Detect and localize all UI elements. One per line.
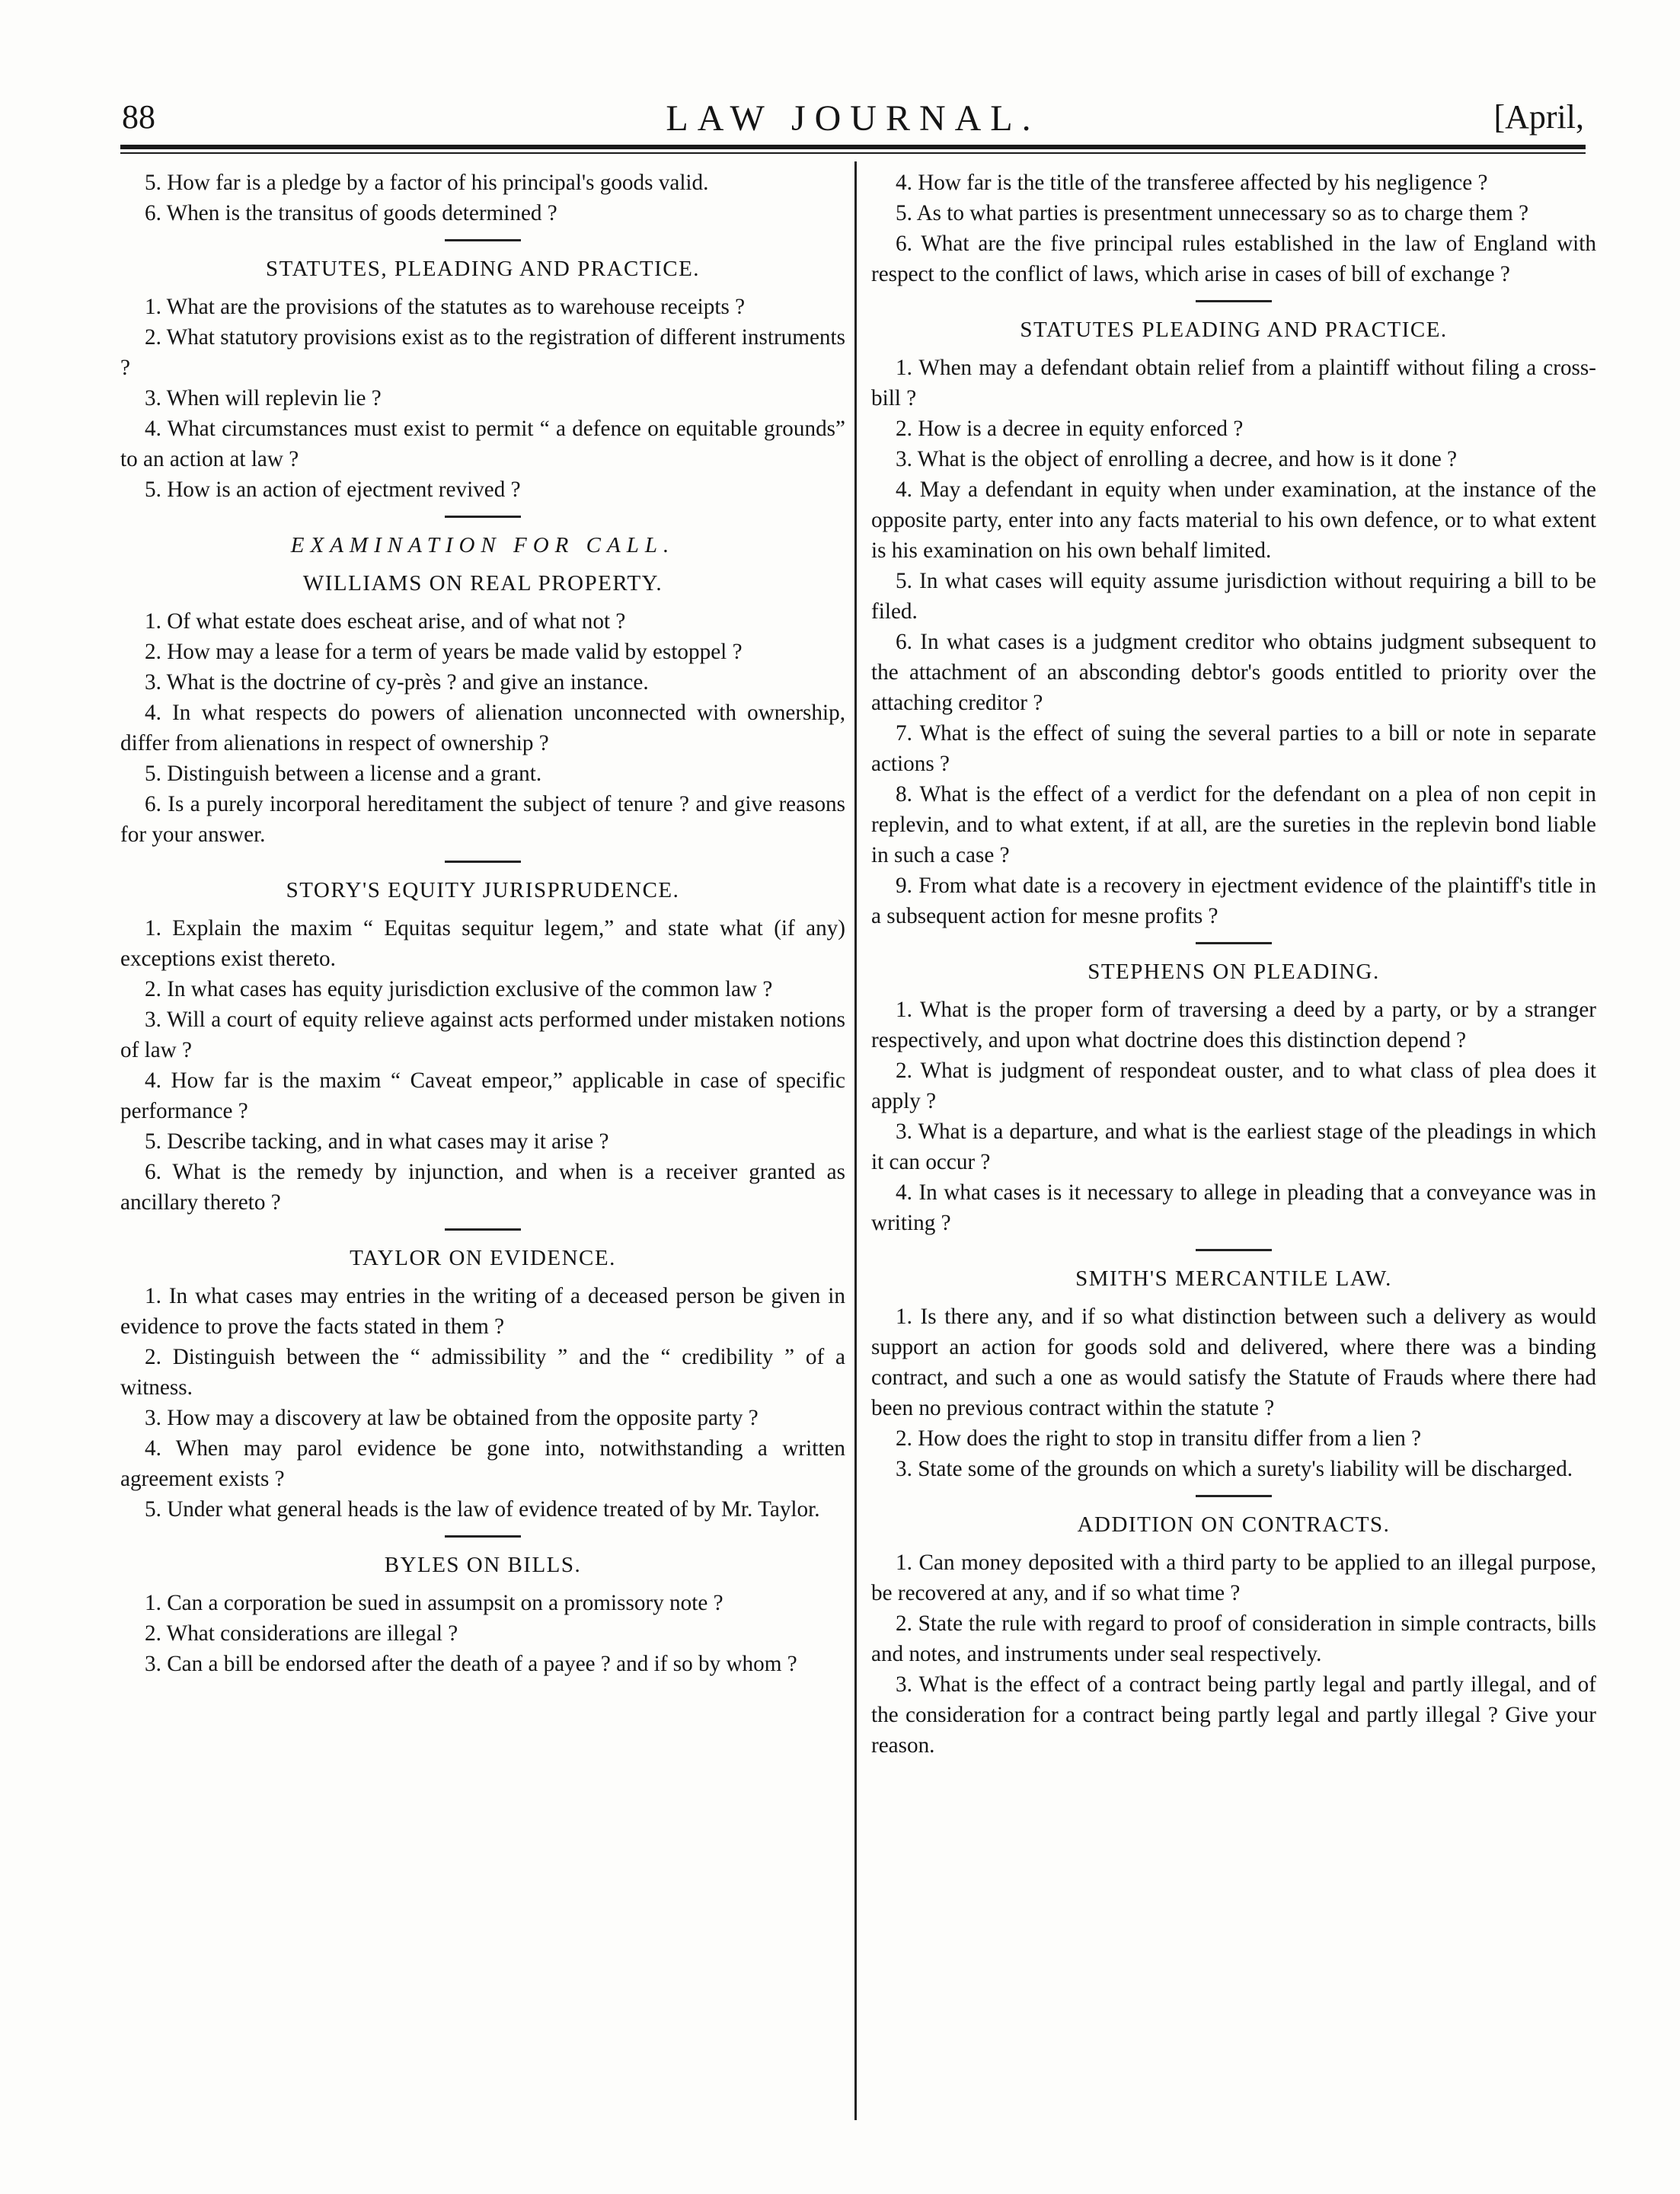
question: 5. How far is a pledge by a factor of his principal's goods valid.: [145, 171, 709, 195]
header-rule: [120, 145, 1586, 149]
question: 4. When may parol evidence be gone into, notwithstanding a written agreement exists ?: [120, 1436, 845, 1491]
question: 1. What are the provisions of the statutes as to warehouse receipts ?: [145, 295, 746, 319]
section-title: ADDITION ON CONTRACTS.: [1077, 1512, 1391, 1537]
question: 5. Describe tacking, and in what cases may it arise ?: [145, 1129, 609, 1154]
question: 3. What is the effect of a contract being partly legal and partly illegal, and of the consideration for a contract being partly legal and partly illegal ? Give your reason.: [871, 1672, 1596, 1758]
question: 2. How is a decree in equity enforced ?: [896, 417, 1244, 441]
left-intro-questions: [120, 168, 845, 228]
question: 1. Can money deposited with a third party to be applied to an illegal purpose, be recovered at any, and if so what time ?: [871, 1550, 1596, 1605]
question: 6. What are the five principal rules established in the law of England with respect to the conflict of laws, which arise in cases of bill of exchange ?: [871, 232, 1596, 286]
question: 5. Distinguish between a license and a grant.: [145, 762, 542, 786]
issue-month: [April,: [1493, 98, 1584, 136]
section-separator: [445, 861, 521, 863]
question: 1. Of what estate does escheat arise, and of what not ?: [145, 609, 626, 634]
question: 3. What is the object of enrolling a decree, and how is it done ?: [896, 447, 1458, 471]
section-statutes-pleading-practice-2: [871, 315, 1596, 931]
question: 4. In what respects do powers of alienation unconnected with ownership, differ from alienations in respect of ownership ?: [120, 701, 845, 755]
journal-title: LAW JOURNAL.: [666, 98, 1040, 139]
section-addison-contracts: [871, 1509, 1596, 1761]
section-separator: [1196, 300, 1272, 302]
section-separator: [445, 516, 521, 518]
examination-heading: EXAMINATION FOR CALL.: [290, 533, 676, 557]
question: 6. When is the transitus of goods determined ?: [145, 201, 557, 225]
section-smith-mercantile: [871, 1263, 1596, 1484]
question: 3. What is a departure, and what is the earliest stage of the pleadings in which it can occur ?: [871, 1119, 1596, 1174]
section-separator: [1196, 1495, 1272, 1497]
question: 2. How may a lease for a term of years be made valid by estoppel ?: [145, 640, 743, 664]
question: 2. Distinguish between the “ admissibility ” and the “ credibility ” of a witness.: [120, 1345, 845, 1400]
section-title: BYLES ON BILLS.: [384, 1553, 582, 1577]
section-stephens-pleading: [871, 956, 1596, 1238]
section-byles-bills: [120, 1550, 845, 1679]
question: 3. When will replevin lie ?: [145, 386, 382, 410]
left-column: [120, 168, 845, 1679]
question: 2. In what cases has equity jurisdiction exclusive of the common law ?: [145, 977, 773, 1001]
question: 4. In what cases is it necessary to allege in pleading that a conveyance was in writing ?: [871, 1180, 1596, 1235]
question: 2. What is judgment of respondeat ouster, and to what class of plea does it apply ?: [871, 1059, 1596, 1113]
question: 2. What considerations are illegal ?: [145, 1621, 458, 1646]
question: 7. What is the effect of suing the several parties to a bill or note in separate actions ?: [871, 721, 1596, 776]
section-story-equity: [120, 875, 845, 1218]
question: 2. State the rule with regard to proof of consideration in simple contracts, bills and notes, and instruments under seal respectively.: [871, 1611, 1596, 1666]
question: 1. What is the proper form of traversing a deed by a party, or by a stranger respectively, and upon what doctrine does this distinction depend ?: [871, 998, 1596, 1052]
section-title: WILLIAMS ON REAL PROPERTY.: [302, 571, 663, 596]
question: 6. In what cases is a judgment creditor who obtains judgment subsequent to the attachment of an absconding debtor's goods entitled to priority over the attaching creditor ?: [871, 630, 1596, 715]
question: 5. As to what parties is presentment unnecessary so as to charge them ?: [896, 201, 1529, 225]
section-separator: [1196, 1249, 1272, 1251]
section-title: STORY'S EQUITY JURISPRUDENCE.: [286, 878, 680, 902]
section-separator: [1196, 942, 1272, 944]
question: 8. What is the effect of a verdict for the defendant on a plea of non cepit in replevin, and to what extent, if at all, are the sureties in the replevin bond liable in such a case ?: [871, 782, 1596, 867]
page-header: [122, 97, 1584, 143]
question: 3. Will a court of equity relieve against acts performed under mistaken notions of law ?: [120, 1008, 845, 1062]
question: 3. Can a bill be endorsed after the death of a payee ? and if so by whom ?: [145, 1652, 797, 1676]
right-intro-questions: [871, 168, 1596, 289]
section-title: TAYLOR ON EVIDENCE.: [350, 1246, 616, 1270]
section-title: STATUTES PLEADING AND PRACTICE.: [1020, 318, 1448, 342]
section-title: SMITH'S MERCANTILE LAW.: [1075, 1266, 1392, 1291]
section-separator: [445, 1228, 521, 1231]
question: 1. When may a defendant obtain relief from a plaintiff without filing a cross-bill ?: [871, 356, 1596, 410]
section-williams-real-property: [120, 568, 845, 850]
question: 3. State some of the grounds on which a surety's liability will be discharged.: [896, 1457, 1573, 1481]
right-column: [871, 168, 1596, 1761]
question: 5. In what cases will equity assume jurisdiction without requiring a bill to be filed.: [871, 569, 1596, 624]
question: 4. May a defendant in equity when under examination, at the instance of the opposite party, enter into any facts material to his own defence, or to what extent is his examination on his own behalf limited.: [871, 477, 1596, 563]
header-rule-thin: [120, 152, 1586, 154]
section-separator: [445, 239, 521, 241]
question: 1. In what cases may entries in the writing of a deceased person be given in evidence to prove the facts stated in them ?: [120, 1284, 845, 1339]
page-number: 88: [122, 98, 155, 136]
question: 6. What is the remedy by injunction, and when is a receiver granted as ancillary thereto ?: [120, 1160, 845, 1215]
section-taylor-evidence: [120, 1243, 845, 1525]
question: 4. What circumstances must exist to permit “ a defence on equitable grounds” to an action at law ?: [120, 417, 845, 471]
question: 5. Under what general heads is the law of evidence treated of by Mr. Taylor.: [145, 1497, 820, 1522]
question: 3. How may a discovery at law be obtained from the opposite party ?: [145, 1406, 759, 1430]
question: 4. How far is the title of the transferee affected by his negligence ?: [896, 171, 1488, 195]
question: 2. What statutory provisions exist as to the registration of different instruments ?: [120, 325, 845, 380]
question: 5. How is an action of ejectment revived ?: [145, 477, 521, 502]
section-separator: [445, 1535, 521, 1538]
section-title: STATUTES, PLEADING AND PRACTICE.: [265, 257, 701, 281]
question: 4. How far is the maxim “ Caveat empeor,” applicable in case of specific performance ?: [120, 1068, 845, 1123]
column-divider: [854, 161, 857, 2120]
question: 1. Explain the maxim “ Equitas sequitur legem,” and state what (if any) exceptions exist thereto.: [120, 916, 845, 971]
section-title: STEPHENS ON PLEADING.: [1088, 960, 1380, 984]
section-statutes-pleading-practice: [120, 254, 845, 505]
question: 3. What is the doctrine of cy-près ? and give an instance.: [145, 670, 649, 695]
question: 9. From what date is a recovery in ejectment evidence of the plaintiff's title in a subsequent action for mesne profits ?: [871, 873, 1596, 928]
question: 2. How does the right to stop in transitu differ from a lien ?: [896, 1426, 1422, 1451]
question: 1. Can a corporation be sued in assumpsit on a promissory note ?: [145, 1591, 723, 1615]
question: 1. Is there any, and if so what distinction between such a delivery as would support an action for goods sold and delivered, where there was a binding contract, and such a one as would satisfy the Statute of Frauds where there had been no previous contract within the statute ?: [871, 1305, 1596, 1420]
question: 6. Is a purely incorporal hereditament the subject of tenure ? and give reasons for your answer.: [120, 792, 845, 847]
